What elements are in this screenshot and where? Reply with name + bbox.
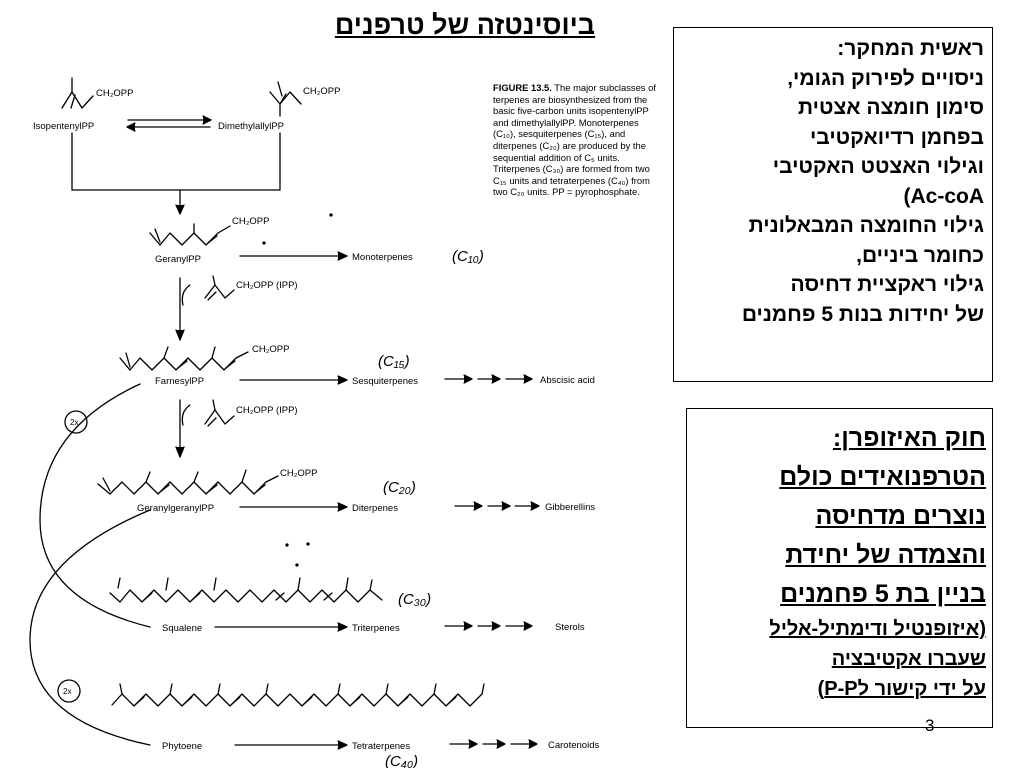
research-line: של יחידות בנות 5 פחמנים — [741, 302, 984, 326]
carotenoids-label: Carotenoids — [548, 740, 600, 751]
isopentenyl-ch2opp-label: CH₂OPP — [96, 88, 134, 99]
dimethylallyl-label: DimethylallylPP — [218, 121, 284, 132]
abscisic-acid-label: Abscisic acid — [540, 375, 595, 386]
caption-line: diterpenes (C₂₀) are produced by the — [493, 139, 646, 151]
dimethylallyl-ch2opp-label: CH₂OPP — [303, 86, 341, 97]
triterpenes-label: Triterpenes — [352, 623, 400, 634]
two-x-label-1: 2x — [70, 418, 79, 427]
isoprene-rule-box — [686, 408, 993, 728]
isoprene-rule-line: נוצרים מדחיסה — [815, 502, 986, 530]
gibberellins-label: Gibberellins — [545, 502, 596, 513]
isoprene-rule-line: והצמדה של יחידת — [785, 541, 986, 569]
research-line: גילוי החומצה המבאלונית — [748, 214, 984, 237]
geranyl-ch2opp-label: CH₂OPP — [232, 216, 270, 227]
ipp-addition-2-label: CH₂OPP (IPP) — [236, 405, 298, 416]
dimethylallyl-structure — [270, 82, 301, 116]
phytoene-label: Phytoene — [162, 741, 203, 752]
caption-line: and dimethylallylPP. Monoterpenes — [493, 116, 639, 128]
isoprene-rule-line: הטרפנואידים כולם — [779, 463, 986, 491]
isoprene-note-line: על ידי קישור לP-P) — [817, 678, 986, 700]
research-line: גילוי ראקציית דחיסה — [790, 273, 984, 296]
sesquiterpenes-label: Sesquiterpenes — [352, 376, 419, 387]
figure-caption — [493, 82, 685, 198]
caption-line: basic five-carbon units isopentenylPP — [493, 105, 649, 117]
farnesyl-ch2opp-label: CH₂OPP — [252, 344, 290, 355]
squalene-label: Squalene — [162, 623, 203, 634]
caption-line: (C₁₀), sesquiterpenes (C₁₅), and — [493, 128, 626, 140]
isoprene-note-line: שעברו אקטיבציה — [831, 648, 986, 670]
sterols-label: Sterols — [555, 622, 585, 633]
caption-line: two C₂₀ units. PP = pyrophosphate. — [493, 186, 640, 198]
handwritten-c15: (C₁₅) — [378, 353, 410, 370]
isoprene-note-line: (איזופנטיל ודימתיל-אליל — [769, 618, 986, 640]
geranyl-label: GeranylPP — [155, 254, 201, 265]
research-line: בפחמן רדיואקטיבי — [809, 125, 984, 149]
caption-line: sequential addition of C₅ units. — [493, 151, 620, 163]
slide-title: ביוסינטזה של טרפנים — [334, 10, 596, 40]
handwritten-c10: (C₁₀) — [452, 248, 484, 265]
research-line: כחומר ביניים, — [856, 243, 984, 267]
research-line: ניסויים לפירוק הגומי, — [787, 66, 984, 90]
monoterpenes-label: Monoterpenes — [352, 252, 413, 263]
research-line: סימון חומצה אצטית — [798, 96, 984, 119]
isoprene-rule-line: חוק האיזופרן: — [832, 424, 986, 452]
caption-line: terpenes are biosynthesized from the — [493, 93, 648, 105]
two-x-label-2: 2x — [63, 687, 72, 696]
geranylgeranyl-label: GeranylgeranylPP — [137, 503, 215, 514]
geranylgeranyl-ch2opp-label: CH₂OPP — [280, 468, 318, 479]
caption-line: Triterpenes (C₃₀) are formed from two — [493, 163, 650, 175]
research-history-box — [673, 27, 993, 382]
handwritten-c20: (C₂₀) — [383, 479, 416, 496]
handwritten-c30: (C₃₀) — [398, 591, 432, 608]
research-line: Ac-coA) — [903, 184, 984, 208]
page-number: 3 — [925, 716, 935, 735]
diterpenes-label: Diterpenes — [352, 503, 398, 514]
tetraterpenes-label: Tetraterpenes — [352, 741, 411, 752]
ipp-addition-1-label: CH₂OPP (IPP) — [236, 280, 298, 291]
caption-line: C₁₅ units and tetraterpenes (C₄₀) from — [493, 174, 650, 186]
caption-head: FIGURE 13.5. — [493, 82, 552, 93]
research-line: ראשית המחקר: — [837, 37, 984, 60]
handwritten-c40: (C₄₀) — [385, 753, 419, 768]
isoprene-rule-line: בניין בת 5 פחמנים — [780, 580, 986, 608]
caption-first-line: The major subclasses of — [551, 82, 656, 93]
isopentenyl-structure — [62, 78, 93, 108]
research-line: וגילוי האצטט האקטיבי — [772, 155, 984, 178]
farnesyl-label: FarnesylPP — [155, 376, 205, 387]
isopentenyl-label: IsopentenylPP — [33, 121, 95, 132]
